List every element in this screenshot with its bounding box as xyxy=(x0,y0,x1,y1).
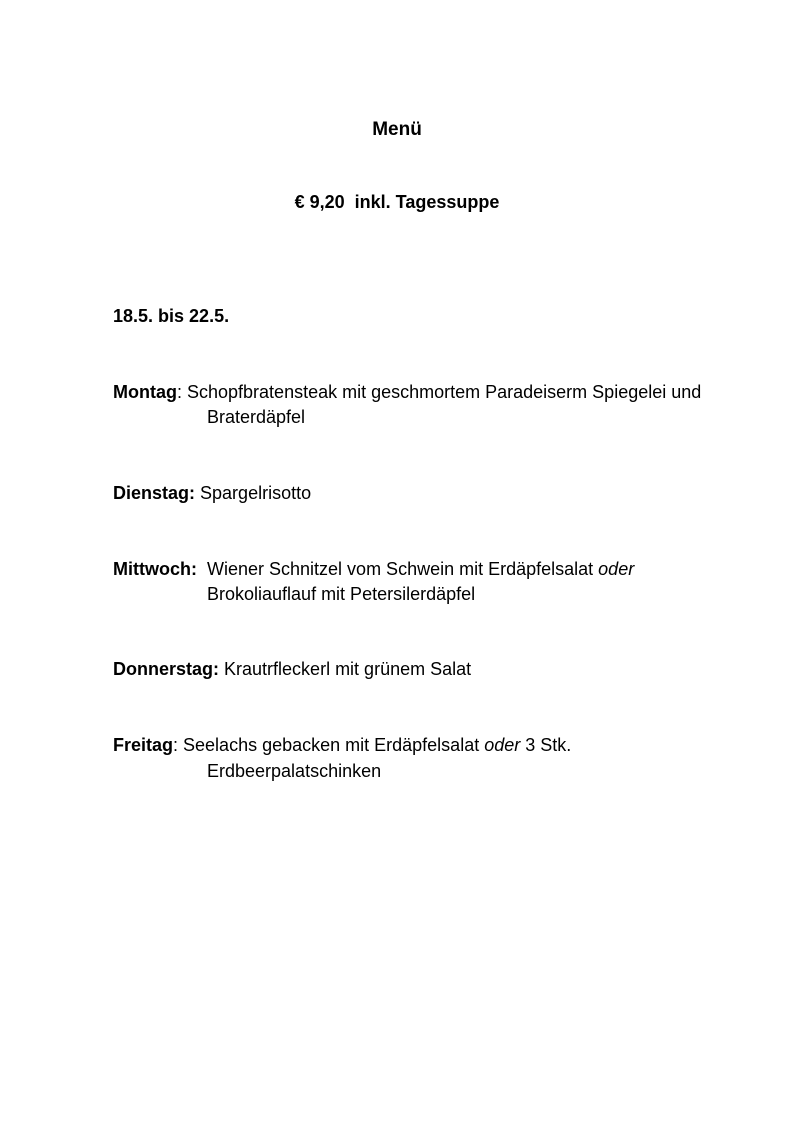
day-entry-montag xyxy=(113,380,701,404)
day-name-mittwoch: Mittwoch: xyxy=(113,559,197,579)
or-word: oder xyxy=(598,559,635,579)
day-name-mittwoch-wrap xyxy=(113,557,197,581)
dish-text: Schopfbratensteak mit geschmortem Paradeiserm Spiegelei und xyxy=(187,382,702,402)
dish-text: Spargelrisotto xyxy=(200,483,312,503)
dish-text: Krautrfleckerl mit grünem Salat xyxy=(224,659,472,679)
day-entry-freitag xyxy=(113,733,571,757)
dish-text: 3 Stk. xyxy=(520,735,572,755)
dish-text: Wiener Schnitzel vom Schwein mit Erdäpfelsalat xyxy=(207,559,599,579)
day-name-montag: Montag xyxy=(113,382,177,402)
menu-title: Menü xyxy=(372,119,422,140)
day-entry-donnerstag xyxy=(113,657,471,681)
or-word: oder xyxy=(484,735,521,755)
dish-text: Seelachs gebacken mit Erdäpfelsalat xyxy=(183,735,485,755)
dish-text-continued: Braterdäpfel xyxy=(207,407,306,427)
separator: : xyxy=(173,735,184,755)
dish-text-continued: Erdbeerpalatschinken xyxy=(207,761,382,781)
day-name-dienstag: Dienstag: xyxy=(113,483,196,503)
dish-text-continued: Brokoliauflauf mit Petersilerdäpfel xyxy=(207,584,476,604)
day-entry-mittwoch xyxy=(207,557,634,581)
date-range: 18.5. bis 22.5. xyxy=(113,306,230,326)
price-line: € 9,20 inkl. Tagessuppe xyxy=(294,192,500,212)
day-entry-dienstag xyxy=(113,481,311,505)
day-name-donnerstag: Donnerstag: xyxy=(113,659,220,679)
day-name-freitag: Freitag xyxy=(113,735,174,755)
separator: : xyxy=(176,382,187,402)
